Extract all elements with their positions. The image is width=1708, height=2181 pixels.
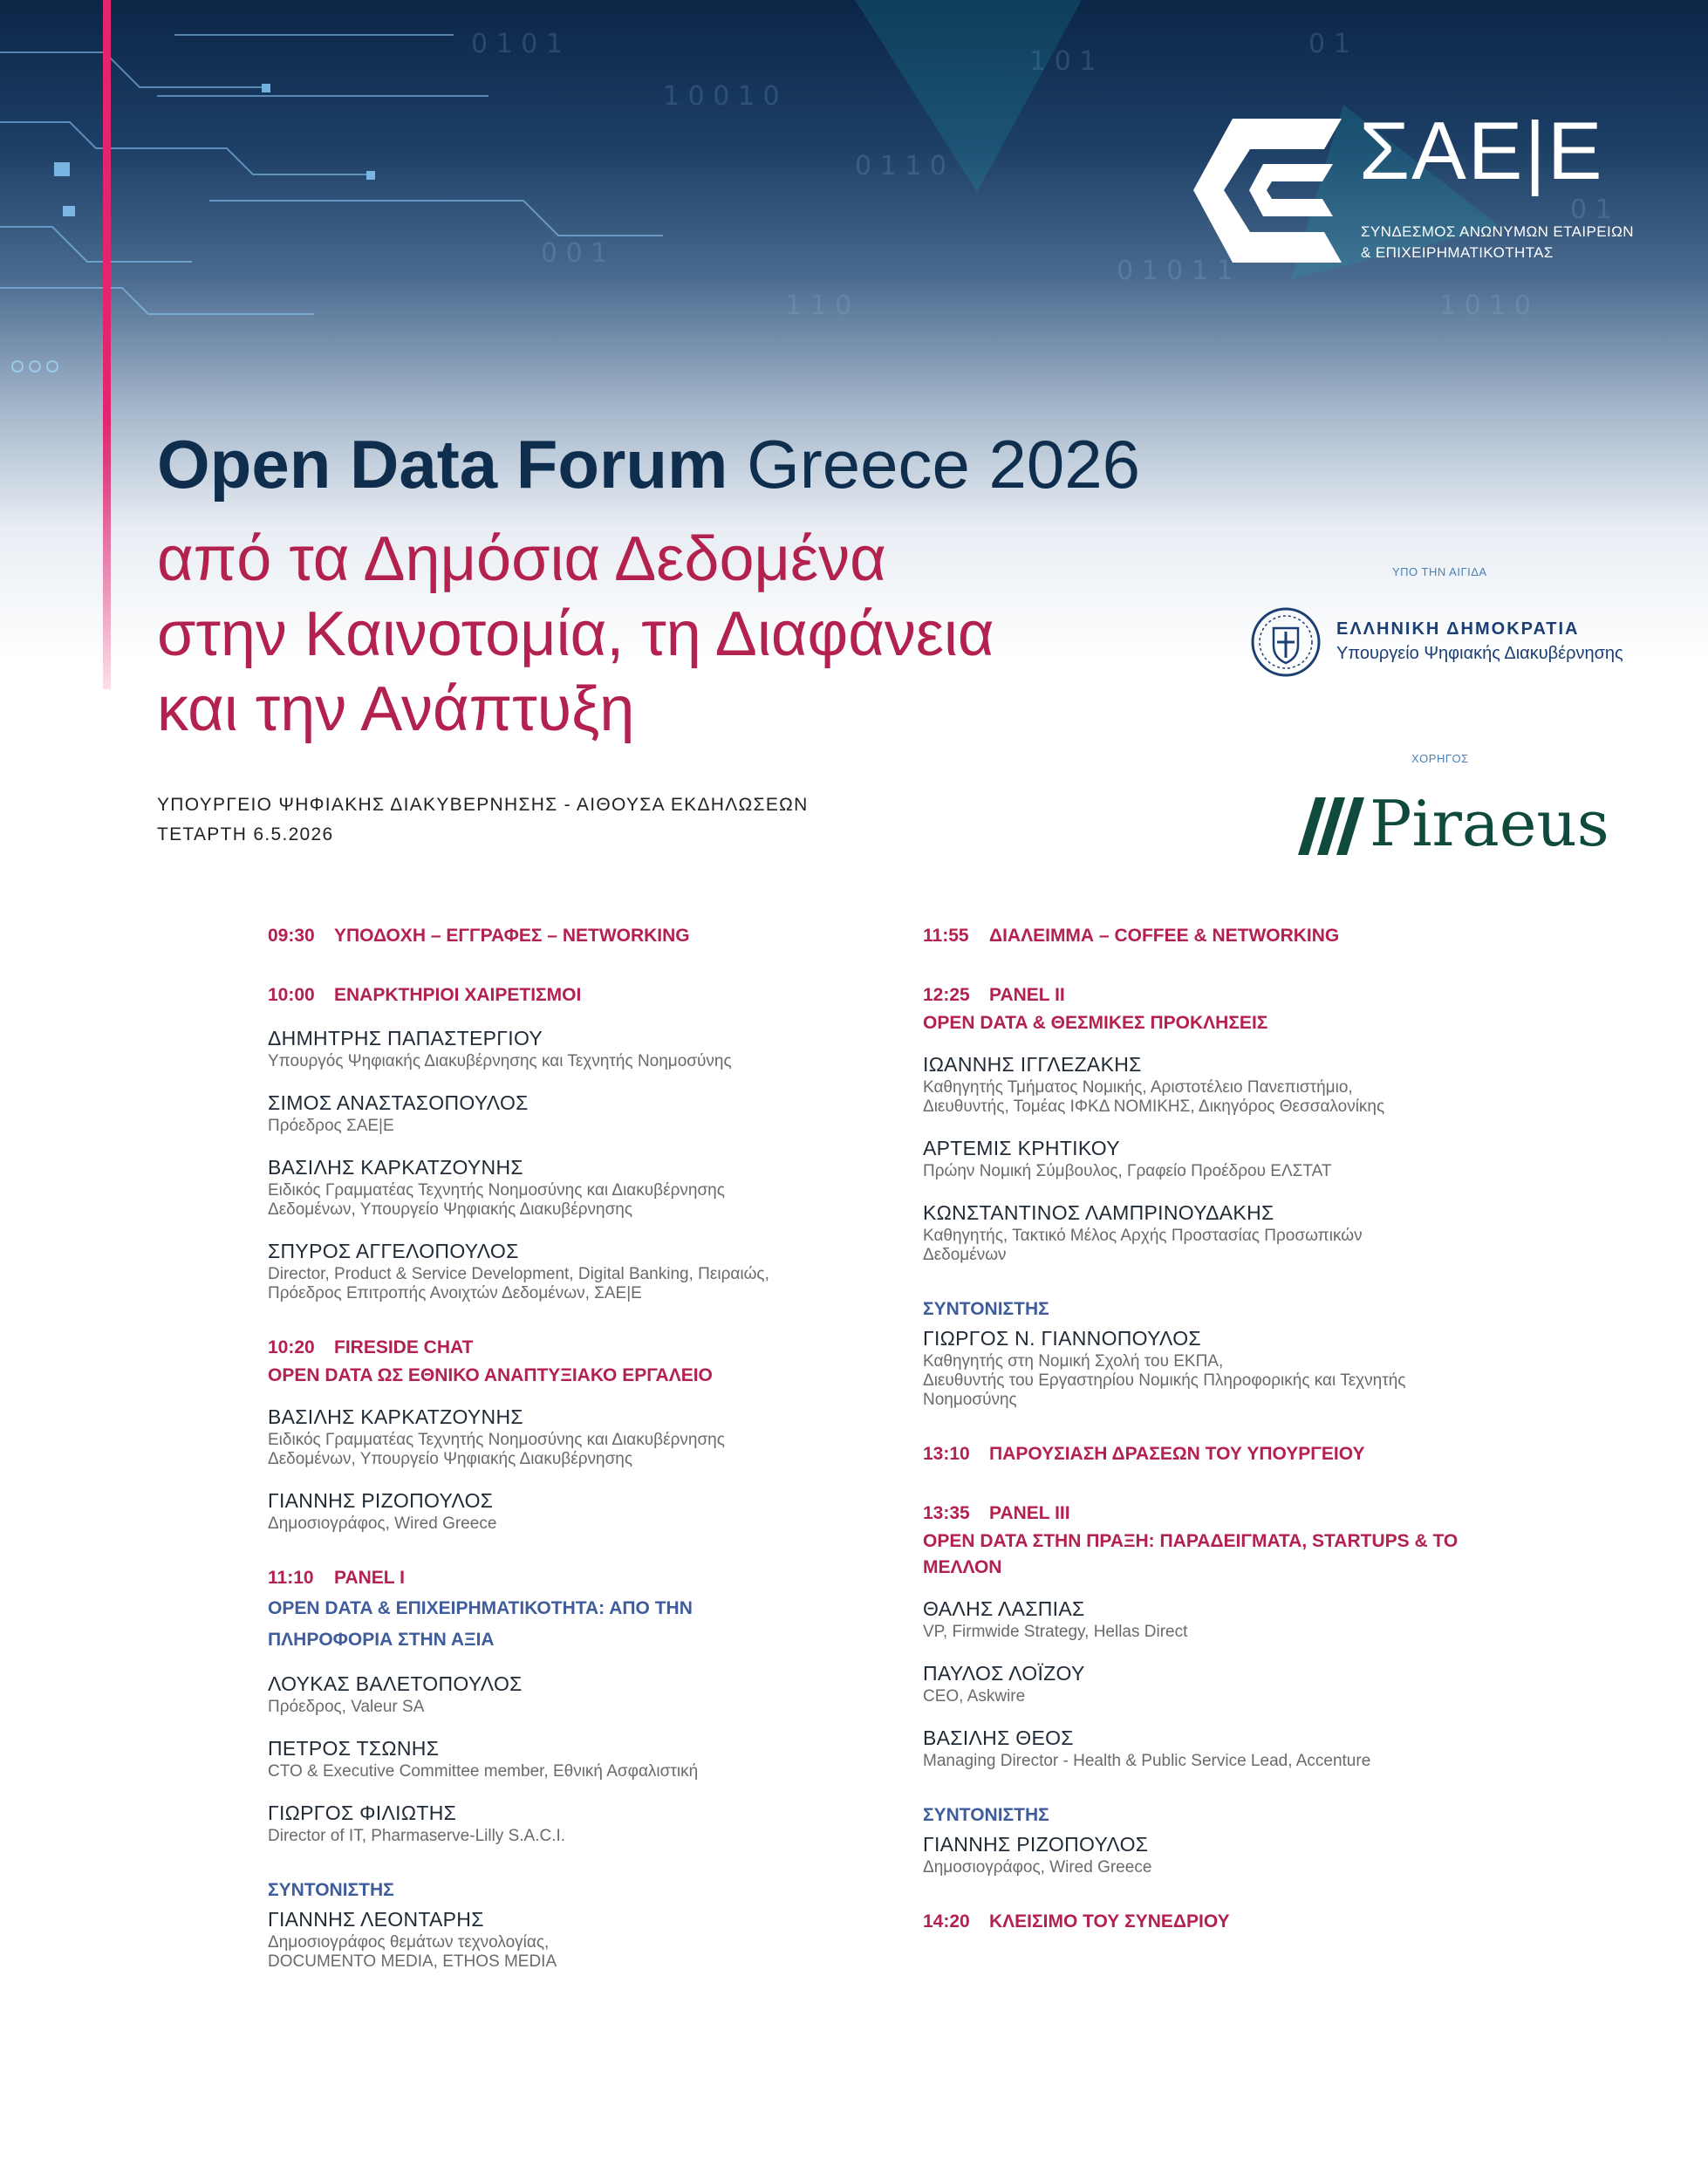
agenda-session <box>923 1907 1499 1937</box>
session-subtitle <box>268 1593 844 1656</box>
session-title: ΚΛΕΙΣΙΜΟ ΤΟΥ ΣΥΝΕΔΡΙΟΥ <box>989 1911 1230 1931</box>
session-subtitle: OPEN DATA & ΘΕΣΜΙΚΕΣ ΠΡΟΚΛΗΣΕΙΣ <box>923 1013 1268 1033</box>
title-light: Greece 2026 <box>747 426 1141 503</box>
logo-tagline <box>1361 222 1657 263</box>
event-date: ΤΕΤΑΡΤΗ 6.5.2026 <box>157 824 334 844</box>
session-title: ΥΠΟΔΟΧΗ – ΕΓΓΡΑΦΕΣ – NETWORKING <box>334 926 690 946</box>
svg-text:1 0 1: 1 0 1 <box>1029 46 1097 77</box>
role-line: Καθηγητής στη Νομική Σχολή του ΕΚΠΑ, <box>923 1352 1224 1371</box>
role-line: Director, Product & Service Development, Digital Banking, Πειραιώς, <box>268 1265 769 1283</box>
session-time: 11:55 <box>923 926 969 946</box>
moderator-role <box>923 1352 1499 1410</box>
agenda-column-right <box>923 921 1499 1937</box>
moderator-label: ΣΥΝΤΟΝΙΣΤΗΣ <box>923 1805 1049 1825</box>
speaker-name: ΛΟΥΚΑΣ ΒΑΛΕΤΟΠΟΥΛΟΣ <box>268 1672 523 1695</box>
session-heading <box>923 981 1499 1010</box>
moderator-label: ΣΥΝΤΟΝΙΣΤΗΣ <box>268 1880 394 1900</box>
speaker-role <box>268 1117 844 1136</box>
accent-bar <box>103 0 111 689</box>
session-time: 12:25 <box>923 985 970 1005</box>
session-heading <box>268 1333 844 1363</box>
speaker-role <box>268 1052 844 1071</box>
piraeus-wordmark: Piraeus <box>1370 787 1609 860</box>
venue-text: ΥΠΟΥΡΓΕΙΟ ΨΗΦΙΑΚΗΣ ΔΙΑΚΥΒΕΡΝΗΣΗΣ - ΑΙΘΟΥΣΑ ΕΚΔΗΛΩΣΕΩΝ <box>157 795 809 815</box>
session-title: FIRESIDE CHAT <box>334 1337 474 1357</box>
session-title: ΔΙΑΛΕΙΜΜΑ – COFFEE & NETWORKING <box>989 926 1340 946</box>
speaker-role <box>923 1752 1499 1771</box>
subtitle-line: από τα Δημόσια Δεδομένα <box>157 524 886 594</box>
page-subtitle <box>157 522 1204 747</box>
speaker-role <box>268 1431 844 1469</box>
session-heading <box>268 921 844 951</box>
speaker-role <box>923 1162 1499 1181</box>
gov-ministry: Υπουργείο Ψηφιακής Διακυβέρνησης <box>1336 644 1623 663</box>
role-line: Καθηγητής, Τακτικό Μέλος Αρχής Προστασίας Προσωπικών <box>923 1227 1363 1245</box>
speaker-role <box>268 1762 844 1781</box>
subtitle-line: OPEN DATA & ΕΠΙΧΕΙΡΗΜΑΤΙΚΟΤΗΤΑ: ΑΠΟ ΤΗΝ <box>268 1598 693 1618</box>
speaker-name: ΠΕΤΡΟΣ ΤΣΩΝΗΣ <box>268 1737 440 1760</box>
subtitle-line: και την Ανάπτυξη <box>157 674 635 744</box>
agenda-session <box>268 981 844 1303</box>
session-subtitle <box>923 1528 1499 1581</box>
role-line: Δεδομένων, Υπουργείο Ψηφιακής Διακυβέρνησης <box>268 1200 633 1219</box>
svg-text:1 1 0: 1 1 0 <box>785 291 852 321</box>
svg-text:0 1 1 0: 0 1 1 0 <box>855 151 946 181</box>
role-line: Δεδομένων <box>923 1246 1007 1264</box>
speaker-name: ΙΩΑΝΝΗΣ ΙΓΓΛΕΖΑΚΗΣ <box>923 1053 1142 1076</box>
session-time: 11:10 <box>268 1568 314 1588</box>
role-line: Ειδικός Γραμματέας Τεχνητής Νοημοσύνης και Διακυβέρνησης <box>268 1181 725 1200</box>
role-line: Καθηγητής Τμήματος Νομικής, Αριστοτέλειο Πανεπιστήμιο, <box>923 1078 1353 1097</box>
session-heading <box>923 1499 1499 1528</box>
speaker-role <box>923 1227 1499 1265</box>
subtitle-line: στην Καινοτομία, τη Διαφάνεια <box>157 599 994 669</box>
session-heading <box>923 1439 1499 1469</box>
agenda-session <box>923 921 1499 951</box>
moderator-name: ΓΙΑΝΝΗΣ ΛΕΟΝΤΑΡΗΣ <box>268 1908 484 1931</box>
svg-text:0 1: 0 1 <box>1308 29 1350 59</box>
subtitle-line: OPEN DATA ΣΤΗΝ ΠΡΑΞΗ: ΠΑΡΑΔΕΙΓΜΑΤΑ, STARTUPS & ΤΟ <box>923 1531 1459 1551</box>
session-title: PANEL II <box>989 985 1065 1005</box>
event-venue <box>157 790 809 850</box>
speaker-name: ΠΑΥΛΟΣ ΛΟΪΖΟΥ <box>923 1662 1085 1685</box>
speaker-name: ΒΑΣΙΛΗΣ ΚΑΡΚΑΤΖΟΥΝΗΣ <box>268 1405 523 1428</box>
speaker-role <box>923 1078 1499 1117</box>
gov-badge <box>1249 605 1650 684</box>
saee-logo-icon <box>1193 119 1342 263</box>
session-title: ΠΑΡΟΥΣΙΑΣΗ ΔΡΑΣΕΩΝ ΤΟΥ ΥΠΟΥΡΓΕΙΟΥ <box>989 1444 1365 1464</box>
piraeus-logo <box>1298 787 1609 862</box>
role-line: Δημοσιογράφος, Wired Greece <box>268 1514 497 1533</box>
role-line: Δεδομένων, Υπουργείο Ψηφιακής Διακυβέρνησης <box>268 1450 633 1468</box>
speaker-role <box>923 1623 1499 1642</box>
agenda-session <box>923 1439 1499 1469</box>
role-line: VP, Firmwide Strategy, Hellas Direct <box>923 1623 1188 1641</box>
speaker-role <box>268 1827 844 1846</box>
subtitle-line: ΜΕΛΛΟΝ <box>923 1557 1002 1577</box>
session-heading <box>268 981 844 1010</box>
gov-name: ΕΛΛΗΝΙΚΗ ΔΗΜΟΚΡΑΤΙΑ <box>1336 619 1580 639</box>
role-line: Υπουργός Ψηφιακής Διακυβέρνησης και Τεχνητής Νοημοσύνης <box>268 1052 732 1070</box>
svg-text:0 1: 0 1 <box>1570 195 1612 225</box>
svg-text:1 0 1 0: 1 0 1 0 <box>1439 291 1531 321</box>
session-subtitle: OPEN DATA ΩΣ ΕΘΝΙΚΟ ΑΝΑΠΤΥΞΙΑΚΟ ΕΡΓΑΛΕΙΟ <box>268 1365 713 1385</box>
agenda-session <box>268 1333 844 1534</box>
agenda-session <box>268 1563 844 1972</box>
auspices-label: ΥΠΟ ΤΗΝ ΑΙΓΙΔΑ <box>1392 565 1487 578</box>
session-time: 10:20 <box>268 1337 315 1357</box>
speaker-name: ΓΙΩΡΓΟΣ ΦΙΛΙΩΤΗΣ <box>268 1802 457 1824</box>
session-time: 09:30 <box>268 926 315 946</box>
role-line: Director of IT, Pharmaserve-Lilly S.A.C.I. <box>268 1827 566 1845</box>
speaker-name: ΒΑΣΙΛΗΣ ΘΕΟΣ <box>923 1726 1074 1749</box>
role-line: Δημοσιογράφος, Wired Greece <box>923 1858 1152 1877</box>
session-heading <box>923 1907 1499 1937</box>
session-time: 13:10 <box>923 1444 970 1464</box>
role-line: Ειδικός Γραμματέας Τεχνητής Νοημοσύνης και Διακυβέρνησης <box>268 1431 725 1449</box>
speaker-name: ΚΩΝΣΤΑΝΤΙΝΟΣ ΛΑΜΠΡΙΝΟΥΔΑΚΗΣ <box>923 1201 1274 1224</box>
agenda-session <box>923 981 1499 1410</box>
speaker-name: ΑΡΤΕΜΙΣ ΚΡΗΤΙΚΟΥ <box>923 1137 1120 1159</box>
subtitle-line: ΠΛΗΡΟΦΟΡΙΑ ΣΤΗΝ ΑΞΙΑ <box>268 1630 495 1650</box>
speaker-name: ΣΙΜΟΣ ΑΝΑΣΤΑΣΟΠΟΥΛΟΣ <box>268 1091 529 1114</box>
moderator-name: ΓΙΑΝΝΗΣ ΡΙΖΟΠΟΥΛΟΣ <box>923 1833 1149 1856</box>
agenda-column-left <box>268 921 844 1972</box>
speaker-role <box>268 1265 844 1303</box>
role-line: Διευθυντής του Εργαστηρίου Νομικής Πληροφορικής και Τεχνητής <box>923 1371 1406 1390</box>
page-title <box>157 420 1140 508</box>
role-line: Πρόεδρος, Valeur SA <box>268 1698 425 1716</box>
session-title: ΕΝΑΡΚΤΗΡΙΟΙ ΧΑΙΡΕΤΙΣΜΟΙ <box>334 985 582 1005</box>
speaker-name: ΣΠΥΡΟΣ ΑΓΓΕΛΟΠΟΥΛΟΣ <box>268 1240 519 1262</box>
svg-text:1 0 0 1 0: 1 0 0 1 0 <box>663 81 780 112</box>
session-title: PANEL III <box>989 1503 1070 1523</box>
logo-tagline-line: ΣΥΝΔΕΣΜΟΣ ΑΝΩΝΥΜΩΝ ΕΤΑΙΡΕΙΩΝ <box>1361 223 1634 240</box>
role-line: CEO, Askwire <box>923 1687 1026 1706</box>
session-time: 10:00 <box>268 985 315 1005</box>
role-line: Δημοσιογράφος θεμάτων τεχνολογίας, <box>268 1933 550 1952</box>
role-line: Πρόεδρος ΣΑΕ|Ε <box>268 1117 394 1135</box>
role-line: CTO & Executive Committee member, Εθνική Ασφαλιστική <box>268 1762 699 1781</box>
speaker-name: ΒΑΣΙΛΗΣ ΚΑΡΚΑΤΖΟΥΝΗΣ <box>268 1156 523 1179</box>
saee-logo <box>1193 105 1647 267</box>
speaker-role <box>923 1687 1499 1706</box>
moderator-role <box>923 1858 1499 1877</box>
speaker-role <box>268 1698 844 1717</box>
piraeus-slashes-icon <box>1298 797 1368 855</box>
speaker-name: ΓΙΑΝΝΗΣ ΡΙΖΟΠΟΥΛΟΣ <box>268 1489 494 1512</box>
speaker-name: ΘΑΛΗΣ ΛΑΣΠΙΑΣ <box>923 1597 1085 1620</box>
role-line: Διευθυντής, Τομέας ΙΦΚΔ ΝΟΜΙΚΗΣ, Δικηγόρος Θεσσαλονίκης <box>923 1097 1385 1116</box>
role-line: Νοημοσύνης <box>923 1391 1017 1409</box>
role-line: Πρόεδρος Επιτροπής Ανοιχτών Δεδομένων, ΣΑΕ|Ε <box>268 1284 642 1302</box>
role-line: Πρώην Νομική Σύμβουλος, Γραφείο Προέδρου ΕΛΣΤΑΤ <box>923 1162 1332 1180</box>
svg-text:0 1 0 1: 0 1 0 1 <box>471 29 563 59</box>
speaker-role <box>268 1181 844 1220</box>
agenda-session <box>268 921 844 951</box>
session-heading <box>923 921 1499 951</box>
role-line: DOCUMENTO MEDIA, ETHOS MEDIA <box>268 1952 557 1971</box>
speaker-name: ΔΗΜΗΤΡΗΣ ΠΑΠΑΣΤΕΡΓΙΟΥ <box>268 1027 543 1049</box>
session-heading <box>268 1563 844 1593</box>
session-title: PANEL I <box>334 1568 405 1588</box>
logo-tagline-line: & ΕΠΙΧΕΙΡΗΜΑΤΙΚΟΤΗΤΑΣ <box>1361 244 1554 261</box>
svg-text:0 1 0 1 1: 0 1 0 1 1 <box>1117 256 1233 286</box>
speaker-role <box>268 1514 844 1534</box>
agenda-session <box>923 1499 1499 1877</box>
logo-wordmark: ΣΑΕ|Ε <box>1359 105 1604 196</box>
svg-text:0 0 1: 0 0 1 <box>541 238 608 269</box>
sponsor-label: ΧΟΡΗΓΟΣ <box>1411 752 1469 765</box>
role-line: Managing Director - Health & Public Service Lead, Accenture <box>923 1752 1371 1770</box>
session-time: 14:20 <box>923 1911 970 1931</box>
moderator-label: ΣΥΝΤΟΝΙΣΤΗΣ <box>923 1299 1049 1319</box>
moderator-role <box>268 1933 844 1972</box>
session-time: 13:35 <box>923 1503 970 1523</box>
title-bold: Open Data Forum <box>157 426 728 503</box>
greek-emblem-icon <box>1249 605 1322 679</box>
moderator-name: ΓΙΩΡΓΟΣ Ν. ΓΙΑΝΝΟΠΟΥΛΟΣ <box>923 1327 1201 1350</box>
